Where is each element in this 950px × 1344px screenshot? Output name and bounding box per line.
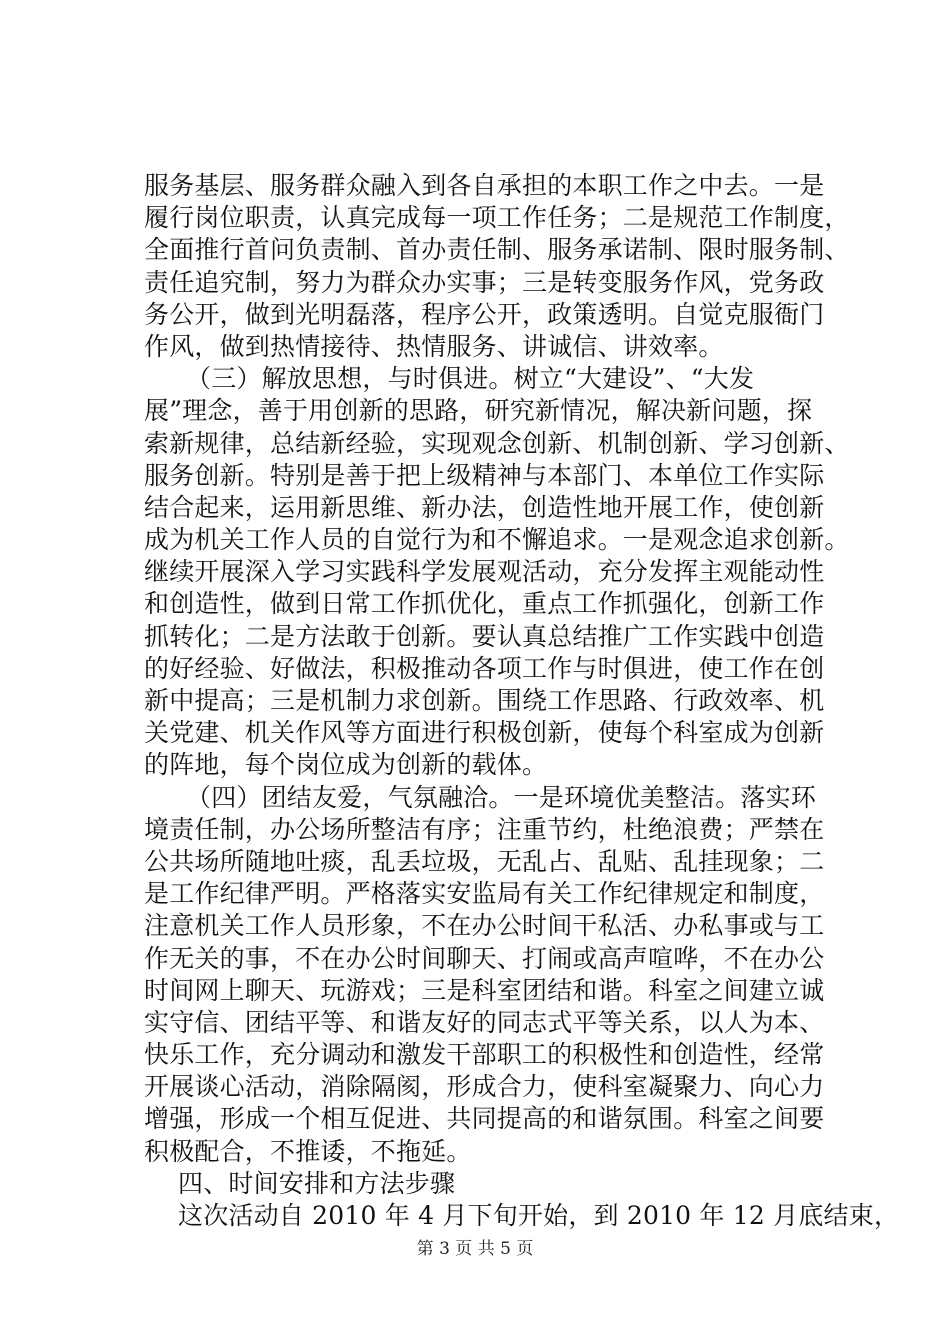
text-line: 责任追究制，努力为群众办实事；三是转变服务作风，党务政 (144, 267, 825, 297)
text-line: 务公开，做到光明磊落，程序公开，政策透明。自觉克服衙门 (144, 299, 825, 329)
text-line: 增强，形成一个相互促进、共同提高的和谐氛围。科室之间要 (144, 1104, 825, 1134)
text-line: 和创造性，做到日常工作抓优化，重点工作抓强化，创新工作 (144, 589, 825, 619)
text-line: 这次活动自 2010 年 4 月下旬开始，到 2010 年 12 月底结束， (178, 1201, 900, 1230)
text-line: 快乐工作，充分调动和激发干部职工的积极性和创造性，经常 (144, 1040, 825, 1070)
section-heading-three: （三）解放思想，与时俱进。树立“大建设”、“大发 (186, 364, 755, 394)
text-line: 的阵地，每个岗位成为创新的载体。 (144, 750, 548, 780)
section-heading-schedule: 四、时间安排和方法步骤 (178, 1168, 456, 1198)
document-body (144, 170, 900, 1232)
text-line: 公共场所随地吐痰，乱丢垃圾，无乱占、乱贴、乱挂现象；二 (144, 846, 825, 876)
text-line: 成为机关工作人员的自觉行为和不懈追求。一是观念追求创新。 (144, 525, 850, 555)
text-line: 继续开展深入学习实践科学发展观活动，充分发挥主观能动性 (144, 557, 825, 587)
text-line: 关党建、机关作风等方面进行积极创新，使每个科室成为创新 (144, 718, 825, 748)
text-line: 展”理念，善于用创新的思路，研究新情况，解决新问题，探 (144, 396, 813, 426)
text-line: 全面推行首问负责制、首办责任制、服务承诺制、限时服务制、 (144, 235, 850, 265)
text-line: 注意机关工作人员形象，不在办公时间干私活、办私事或与工 (144, 911, 825, 941)
text-line: 索新规律，总结新经验，实现观念创新、机制创新、学习创新、 (144, 428, 850, 458)
page-number-footer: 第 3 页 共 5 页 (416, 1239, 534, 1259)
text-line: 服务创新。特别是善于把上级精神与本部门、本单位工作实际 (144, 460, 825, 490)
text-line: 开展谈心活动，消除隔阂，形成合力，使科室凝聚力、向心力 (144, 1072, 825, 1102)
text-line: 抓转化；二是方法敢于创新。要认真总结推广工作实践中创造 (144, 621, 825, 651)
text-line: 新中提高；三是机制力求创新。围绕工作思路、行政效率、机 (144, 686, 825, 715)
text-line: 结合起来，运用新思维、新办法，创造性地开展工作，使创新 (144, 492, 825, 522)
text-line: 境责任制，办公场所整洁有序；注重节约，杜绝浪费；严禁在 (144, 814, 825, 844)
text-line: 作风，做到热情接待、热情服务、讲诚信、讲效率。 (144, 331, 724, 361)
text-line: 积极配合，不推诿，不拖延。 (144, 1136, 472, 1166)
text-line: 履行岗位职责，认真完成每一项工作任务；二是规范工作制度， (144, 203, 850, 233)
text-line: 实守信、团结平等、和谐友好的同志式平等关系，以人为本、 (144, 1007, 825, 1037)
text-line: 服务基层、服务群众融入到各自承担的本职工作之中去。一是 (144, 171, 825, 200)
text-line: 作无关的事，不在办公时间聊天、打闹或高声喧哗，不在办公 (144, 943, 825, 973)
section-heading-four: （四）团结友爱，气氛融洽。一是环境优美整洁。落实环 (186, 782, 817, 812)
text-line: 的好经验、好做法，积极推动各项工作与时俱进，使工作在创 (144, 653, 825, 683)
text-line: 是工作纪律严明。严格落实安监局有关工作纪律规定和制度， (144, 879, 825, 909)
text-line: 时间网上聊天、玩游戏；三是科室团结和谐。科室之间建立诚 (144, 975, 825, 1005)
